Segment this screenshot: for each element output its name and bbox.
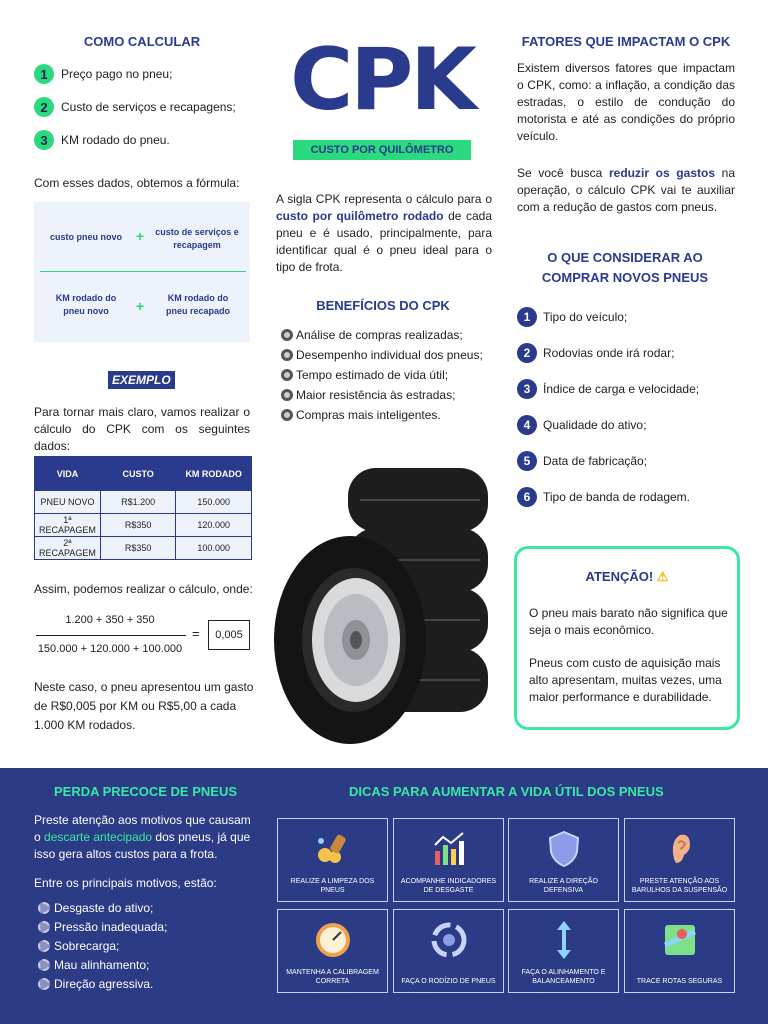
shield-icon bbox=[544, 829, 584, 869]
intro-part: A sigla CPK representa o cálculo para o bbox=[276, 192, 492, 206]
factors-text: Existem diversos fatores que impactam o CPK, como: a inflação, a condição das estradas, o estilo de condução do motorista e até as condições do próprio veículo. bbox=[517, 61, 735, 143]
attention-title: ATENÇÃO! bbox=[585, 569, 654, 584]
step-number: 4 bbox=[517, 415, 537, 435]
example-intro: Para tornar mais claro, vamos realizar o cálculo do CPK com os seguintes dados: bbox=[34, 405, 250, 453]
list-item bbox=[38, 939, 167, 953]
list-item bbox=[38, 901, 167, 915]
list-item bbox=[517, 379, 737, 399]
attention-heading bbox=[517, 569, 737, 585]
rotation-icon bbox=[429, 920, 469, 960]
subtitle-badge: CUSTO POR QUILÔMETRO bbox=[293, 140, 471, 160]
list-item bbox=[517, 307, 737, 327]
gauge-icon bbox=[313, 920, 353, 960]
reason-text: Pressão inadequada; bbox=[54, 920, 168, 934]
map-icon bbox=[660, 920, 700, 960]
loss-part: dos pneus, já que isso gera altos custos para a frota. bbox=[34, 830, 251, 861]
tires-image bbox=[270, 462, 496, 750]
reasons-list bbox=[38, 901, 167, 996]
list-item bbox=[38, 920, 167, 934]
tire-icon bbox=[281, 349, 293, 361]
tip-card bbox=[508, 909, 619, 993]
list-item bbox=[281, 328, 501, 342]
formula-bottom-left: KM rodado do pneu novo bbox=[55, 293, 117, 316]
list-item bbox=[281, 388, 501, 402]
step-number: 6 bbox=[517, 487, 537, 507]
list-item bbox=[517, 451, 737, 471]
tire-icon bbox=[281, 409, 293, 421]
step-text: Preço pago no pneu; bbox=[61, 67, 173, 81]
formula-bottom-right: KM rodado do pneu recapado bbox=[165, 293, 230, 316]
list-item bbox=[517, 487, 737, 507]
tip-card bbox=[277, 818, 388, 902]
intro-highlight: custo por quilômetro rodado bbox=[276, 209, 444, 223]
step-text: Índice de carga e velocidade; bbox=[543, 382, 700, 396]
factors-part: Se você busca bbox=[517, 166, 609, 180]
step-text: Data de fabricação; bbox=[543, 454, 648, 468]
tips-heading: DICAS PARA AUMENTAR A VIDA ÚTIL DOS PNEUS bbox=[349, 784, 664, 799]
tip-label: REALIZE A DIREÇÃO DEFENSIVA bbox=[529, 878, 598, 894]
list-item bbox=[281, 348, 501, 362]
tip-card bbox=[508, 818, 619, 902]
tip-card bbox=[393, 818, 504, 902]
tip-label: ACOMPANHE INDICADORES DE DESGASTE bbox=[400, 878, 497, 894]
denominator: 150.000 + 120.000 + 100.000 bbox=[37, 643, 183, 655]
loss-intro: Entre os principais motivos, estão: bbox=[34, 876, 217, 890]
list-item bbox=[34, 64, 264, 84]
reason-text: Mau alinhamento; bbox=[54, 958, 150, 972]
list-item bbox=[517, 415, 737, 435]
tip-card bbox=[624, 818, 735, 902]
loss-heading: PERDA PRECOCE DE PNEUS bbox=[54, 784, 237, 799]
tip-label: TRACE ROTAS SEGURAS bbox=[636, 978, 723, 985]
benefits-heading: BENEFÍCIOS DO CPK bbox=[316, 298, 450, 313]
list-item bbox=[517, 343, 737, 363]
step-number: 1 bbox=[517, 307, 537, 327]
attention-p1: O pneu mais barato não significa que seja o mais econômico. bbox=[529, 606, 728, 637]
table-row bbox=[35, 491, 252, 514]
gear-icon bbox=[38, 902, 50, 914]
calc-heading: COMO CALCULAR bbox=[83, 34, 201, 49]
gear-icon bbox=[38, 978, 50, 990]
list-item bbox=[38, 958, 167, 972]
benefit-text: Análise de compras realizadas; bbox=[296, 328, 463, 342]
loss-text bbox=[34, 812, 256, 863]
factors-text-2 bbox=[517, 165, 735, 216]
loss-part: Preste atenção aos motivos que causam o bbox=[34, 813, 251, 844]
benefit-text: Maior resistência às estradas; bbox=[296, 388, 456, 402]
benefit-text: Tempo estimado de vida útil; bbox=[296, 368, 449, 382]
alignment-icon bbox=[544, 920, 584, 960]
formula-top-right: custo de serviços e recapagem bbox=[155, 227, 239, 250]
factors-heading: FATORES QUE IMPACTAM O CPK bbox=[521, 34, 731, 49]
step-text: Tipo de banda de rodagem. bbox=[543, 490, 690, 504]
list-item bbox=[281, 408, 501, 422]
factors-highlight: reduzir os gastos bbox=[609, 166, 715, 180]
table-cell: R$350 bbox=[100, 514, 176, 537]
equals-sign: = bbox=[192, 626, 200, 641]
list-item bbox=[38, 977, 167, 991]
attention-p2: Pneus com custo de aquisição mais alto apresentam, muitas vezes, uma maior performance e durabilidade. bbox=[529, 656, 722, 704]
tip-label: PRESTE ATENÇÃO AOS BARULHOS DA SUSPENSÃO bbox=[631, 878, 728, 894]
table-cell: 1ª RECAPAGEM bbox=[35, 514, 101, 537]
intro-text bbox=[276, 191, 492, 276]
intro-part: de cada pneu e é usado, principalmente, para identificar qual é o pneu ideal para o tipo de frota. bbox=[276, 209, 492, 274]
cleaning-icon bbox=[313, 829, 353, 869]
numerator: 1.200 + 350 + 350 bbox=[65, 614, 155, 626]
benefit-text: Desempenho individual dos pneus; bbox=[296, 348, 483, 362]
table-cell: PNEU NOVO bbox=[35, 491, 101, 514]
table-header: VIDA bbox=[35, 457, 101, 491]
fraction-line bbox=[36, 635, 186, 636]
step-number: 2 bbox=[34, 97, 54, 117]
calc-intro: Assim, podemos realizar o cálculo, onde: bbox=[34, 582, 253, 596]
page-title: CPK bbox=[290, 30, 474, 130]
benefit-text: Compras mais inteligentes. bbox=[296, 408, 441, 422]
tire-icon bbox=[281, 369, 293, 381]
formula-divider bbox=[40, 271, 246, 272]
consider-list bbox=[517, 307, 737, 523]
step-number: 2 bbox=[517, 343, 537, 363]
gear-icon bbox=[38, 921, 50, 933]
loss-highlight: descarte antecipado bbox=[44, 830, 153, 844]
reason-text: Sobrecarga; bbox=[54, 939, 120, 953]
step-number: 1 bbox=[34, 64, 54, 84]
formula-top-left: custo pneu novo bbox=[50, 232, 122, 242]
step-text: Custo de serviços e recapagens; bbox=[61, 100, 236, 114]
table-cell: R$350 bbox=[100, 537, 176, 560]
tip-label: MANTENHA A CALIBRAGEM CORRETA bbox=[286, 969, 379, 985]
tip-card bbox=[624, 909, 735, 993]
fraction bbox=[34, 612, 256, 662]
table-header: CUSTO bbox=[100, 457, 176, 491]
tip-label: REALIZE A LIMPEZA DOS PNEUS bbox=[290, 878, 375, 894]
table-cell: 120.000 bbox=[176, 514, 252, 537]
tip-card bbox=[277, 909, 388, 993]
tip-card bbox=[393, 909, 504, 993]
attention-box bbox=[514, 546, 740, 730]
tire-icon bbox=[281, 389, 293, 401]
formula-box bbox=[34, 202, 250, 342]
table-cell: 2ª RECAPAGEM bbox=[35, 537, 101, 560]
plus-sign: + bbox=[136, 298, 145, 314]
step-text: KM rodado do pneu. bbox=[61, 133, 170, 147]
step-text: Rodovias onde irá rodar; bbox=[543, 346, 675, 360]
table-cell: 150.000 bbox=[176, 491, 252, 514]
consider-heading: O QUE CONSIDERAR AO COMPRAR NOVOS PNEUS bbox=[541, 250, 709, 285]
example-badge: EXEMPLO bbox=[108, 371, 175, 389]
gear-icon bbox=[38, 940, 50, 952]
formula-intro: Com esses dados, obtemos a fórmula: bbox=[34, 176, 240, 190]
list-item bbox=[34, 130, 264, 150]
benefits-list bbox=[281, 328, 501, 428]
step-number: 5 bbox=[517, 451, 537, 471]
ear-icon bbox=[660, 829, 700, 869]
gear-icon bbox=[38, 959, 50, 971]
step-number: 3 bbox=[34, 130, 54, 150]
plus-sign: + bbox=[136, 228, 145, 244]
step-number: 3 bbox=[517, 379, 537, 399]
warning-icon: ⚠ bbox=[656, 569, 669, 584]
tip-label: FAÇA O RODÍZIO DE PNEUS bbox=[401, 978, 496, 985]
chart-icon bbox=[429, 829, 469, 869]
step-text: Tipo do veículo; bbox=[543, 310, 628, 324]
reason-text: Direção agressiva. bbox=[54, 977, 154, 991]
bottom-section bbox=[0, 768, 768, 1024]
factors-part: na operação, o cálculo CPK vai te auxiliar com a redução de gastos com pneus. bbox=[517, 166, 735, 214]
example-table bbox=[34, 456, 252, 560]
tire-icon bbox=[281, 329, 293, 341]
table-row bbox=[35, 514, 252, 537]
table-cell: 100.000 bbox=[176, 537, 252, 560]
table-cell: R$1.200 bbox=[100, 491, 176, 514]
step-text: Qualidade do ativo; bbox=[543, 418, 647, 432]
table-header: KM RODADO bbox=[176, 457, 252, 491]
reason-text: Desgaste do ativo; bbox=[54, 901, 154, 915]
conclusion: Neste caso, o pneu apresentou um gasto de R$0,005 por KM ou R$5,00 a cada 1.000 KM rodados. bbox=[34, 680, 254, 732]
calc-steps bbox=[34, 64, 264, 163]
table-row bbox=[35, 537, 252, 560]
list-item bbox=[281, 368, 501, 382]
result-box: 0,005 bbox=[208, 620, 250, 650]
tip-label: FAÇA O ALINHAMENTO E BALANCEAMENTO bbox=[521, 969, 606, 985]
list-item bbox=[34, 97, 264, 117]
